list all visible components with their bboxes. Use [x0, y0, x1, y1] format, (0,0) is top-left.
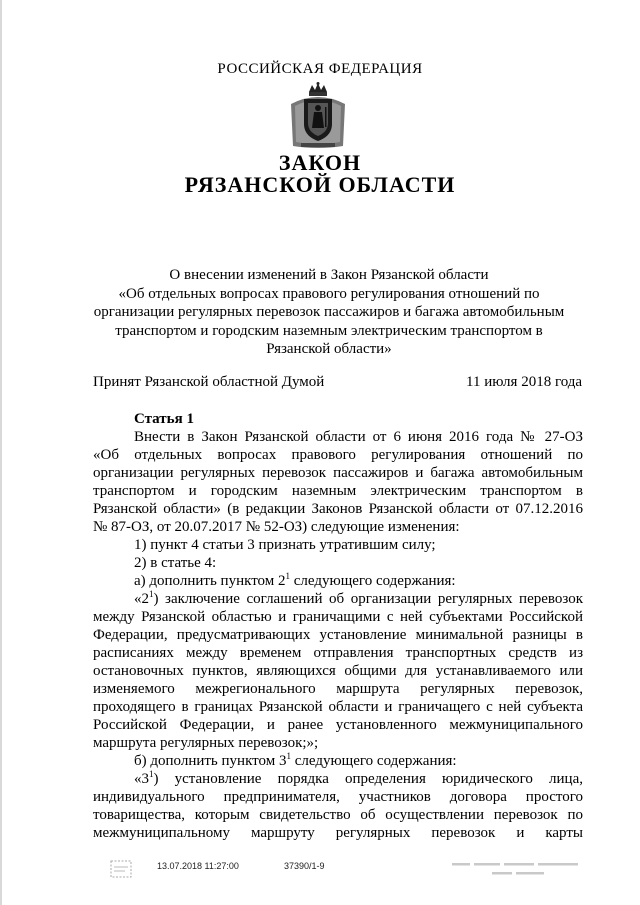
- body-line: Внести в Закон Рязанской области от 6 июня 2016 года № 27-ОЗ: [134, 429, 583, 445]
- subitem-b: б) дополнить пунктом $3^1$ следующего содержания:: [134, 751, 457, 769]
- quote-b-first-line: «$3^1$) установление порядка определения юридического лица,: [134, 769, 583, 787]
- adopted-date: 11 июля 2018 года: [466, 374, 583, 390]
- body-line: товарищества, которым свидетельство об осуществлении перевозок по: [93, 807, 583, 823]
- title-line: «Об отдельных вопросах правового регулирования отношений по: [118, 285, 540, 302]
- body-line: № 87-ОЗ, от 20.07.2017 № 52-ОЗ) следующие изменения:: [93, 519, 460, 535]
- title-line: Рязанской области»: [266, 341, 392, 357]
- body-line: между Рязанской областью и граничащими с ней субъектами Российской: [93, 609, 583, 625]
- body-line: маршрута регулярных перевозок;»;: [93, 735, 319, 751]
- body-line: межмуниципальному маршруту регулярных перевозок и карты: [93, 825, 583, 841]
- faded-stamp-icon: [452, 860, 592, 880]
- footer-timestamp: 13.07.2018 11:27:00: [157, 861, 239, 871]
- body-line: расписаниях между временем отправления транспортных средств из: [93, 645, 583, 661]
- federation-heading: РОССИЙСКАЯ ФЕДЕРАЦИЯ: [217, 61, 423, 77]
- coat-of-arms-icon: [285, 82, 351, 150]
- subitem-a: а) дополнить пунктом $2^1$ следующего содержания:: [134, 571, 456, 589]
- law-title: [88, 266, 570, 359]
- footer-doc-number: 37390/1-9: [284, 861, 325, 871]
- item-2: 2) в статье 4:: [134, 555, 217, 571]
- body-line: Рязанской области» (в редакции Законов Рязанской области от 07.12.2016: [93, 501, 583, 517]
- quote-a-first-line: «$2^1$) заключение соглашений об организации регулярных перевозок: [134, 589, 583, 607]
- body-line: индивидуального предпринимателя, участников договора простого: [93, 789, 583, 805]
- body-line: транспортом и городским наземным электрическим транспортом в: [93, 483, 583, 499]
- title-line: организации регулярных перевозок пассажиров и багажа автомобильным: [93, 304, 565, 320]
- body-line: организации регулярных перевозок пассажиров и багажа автомобильным: [93, 465, 583, 481]
- region-heading: РЯЗАНСКОЙ ОБЛАСТИ: [184, 172, 456, 197]
- body-line: изменяемого межрегионального маршрута регулярных перевозок,: [93, 681, 583, 697]
- body-line: проходящего в границах Рязанской области и граничащего с ней субъекта: [93, 699, 583, 715]
- article-heading: Статья 1: [134, 411, 194, 427]
- title-line: транспортом и городским наземным электрическим транспортом в: [115, 322, 543, 339]
- law-heading: ЗАКОН: [278, 150, 362, 175]
- adopted-by: Принят Рязанской областной Думой: [93, 374, 325, 390]
- body-line: остановочных пунктов, являющихся общими для устанавливаемого или: [93, 663, 583, 679]
- registration-stamp-icon: [108, 858, 134, 880]
- item-1: 1) пункт 4 статьи 3 признать утратившим силу;: [134, 537, 436, 553]
- body-line: «Об отдельных вопросах правового регулирования отношений по: [93, 447, 583, 463]
- page-footer: [0, 858, 640, 888]
- scan-edge: [0, 0, 2, 905]
- article-body: [93, 410, 583, 842]
- title-line: О внесении изменений в Закон Рязанской области: [169, 267, 489, 283]
- body-line: Российской Федерации, и ранее установленного межмуниципального: [93, 717, 583, 733]
- body-line: Федерации, предусматривающих установление минимальной разницы в: [93, 627, 583, 643]
